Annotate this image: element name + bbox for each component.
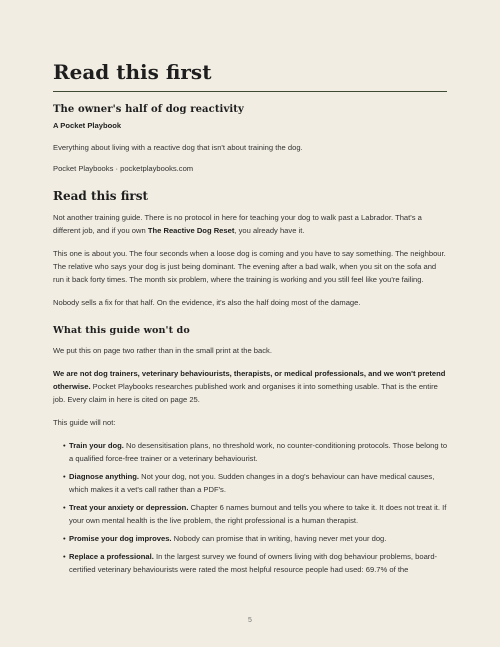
book-title-reference: The Reactive Dog Reset: [147, 226, 235, 235]
scope-paragraph-2: [53, 367, 449, 406]
list-item: [69, 532, 449, 545]
list-item: [69, 470, 449, 496]
list-item-text: No desensitisation plans, no threshold work, no counter-conditioning protocols. Those belong to a qualified force-free trainer or a veterinary behaviourist.: [69, 441, 448, 463]
scope-paragraph-3: This guide will not:: [53, 418, 116, 427]
guide-subtitle: The owner's half of dog reactivity: [53, 104, 244, 115]
section-heading-scope: What this guide won't do: [53, 325, 190, 336]
disclaimer-bold: We are not dog trainers, veterinary behaviourists, therapists, or medical professionals, and we won't pretend otherwise.: [53, 369, 446, 391]
page-content: [53, 104, 449, 581]
list-item-lead: Train your dog.: [69, 441, 124, 450]
list-item-text: Nobody can promise that in writing, having never met your dog.: [171, 534, 387, 543]
intro-p1-end: , you already have it.: [234, 226, 305, 235]
list-item-lead: Replace a professional.: [69, 552, 154, 561]
page-title: Read this first: [53, 60, 212, 84]
scope-paragraph-1: We put this on page two rather than in the small print at the back.: [53, 346, 272, 355]
limitations-list: [53, 439, 449, 576]
series-label: A Pocket Playbook: [53, 121, 122, 130]
section-heading-intro: Read this first: [53, 189, 149, 203]
list-item-lead: Diagnose anything.: [69, 472, 140, 481]
list-item-text: Chapter 6 names burnout and tells you where to take it. It does not treat it. If your own mental health is the live problem, the right professional is a human therapist.: [69, 503, 447, 525]
list-item-text: Not your dog, not you. Sudden changes in a dog's behaviour can have medical causes, which makes it a vet's call rather than a PDF's.: [69, 472, 435, 494]
intro-paragraph-3: Nobody sells a fix for that half. On the evidence, it's also the half doing most of the damage.: [53, 298, 361, 307]
list-item: [69, 501, 449, 527]
title-divider: [53, 91, 447, 92]
publisher-line: Pocket Playbooks · pocketplaybooks.com: [53, 164, 194, 173]
list-item-lead: Treat your anxiety or depression.: [69, 503, 189, 512]
list-item-text: In the largest survey we found of owners living with dog behaviour problems, board-certified veterinary behaviourists were rated the most helpful resource people had used: 69.7% of the: [69, 552, 438, 574]
list-item: [69, 439, 449, 465]
disclaimer-rest: Pocket Playbooks researches published work and organises it into something usable. That is the entire job. Every claim in here is cited on page 25.: [53, 382, 438, 404]
page-number: 5: [248, 617, 252, 624]
list-item: [69, 550, 449, 576]
tagline: Everything about living with a reactive dog that isn't about training the dog.: [53, 143, 303, 152]
intro-paragraph-1: [53, 211, 449, 237]
intro-p1-start: Not another training guide. There is no protocol in here for teaching your dog to walk past a Labrador. That's a different job, and if you own: [53, 213, 422, 235]
intro-paragraph-2: This one is about you. The four seconds when a loose dog is coming and you have to say something. The neighbour. The relative who says your dog is just being dominant. The evening after a bad walk, when you sit on the sofa and run it back forty times. The month six problem, where the training is working and you still feel like you're failing.: [53, 249, 446, 284]
list-item-lead: Promise your dog improves.: [69, 534, 172, 543]
